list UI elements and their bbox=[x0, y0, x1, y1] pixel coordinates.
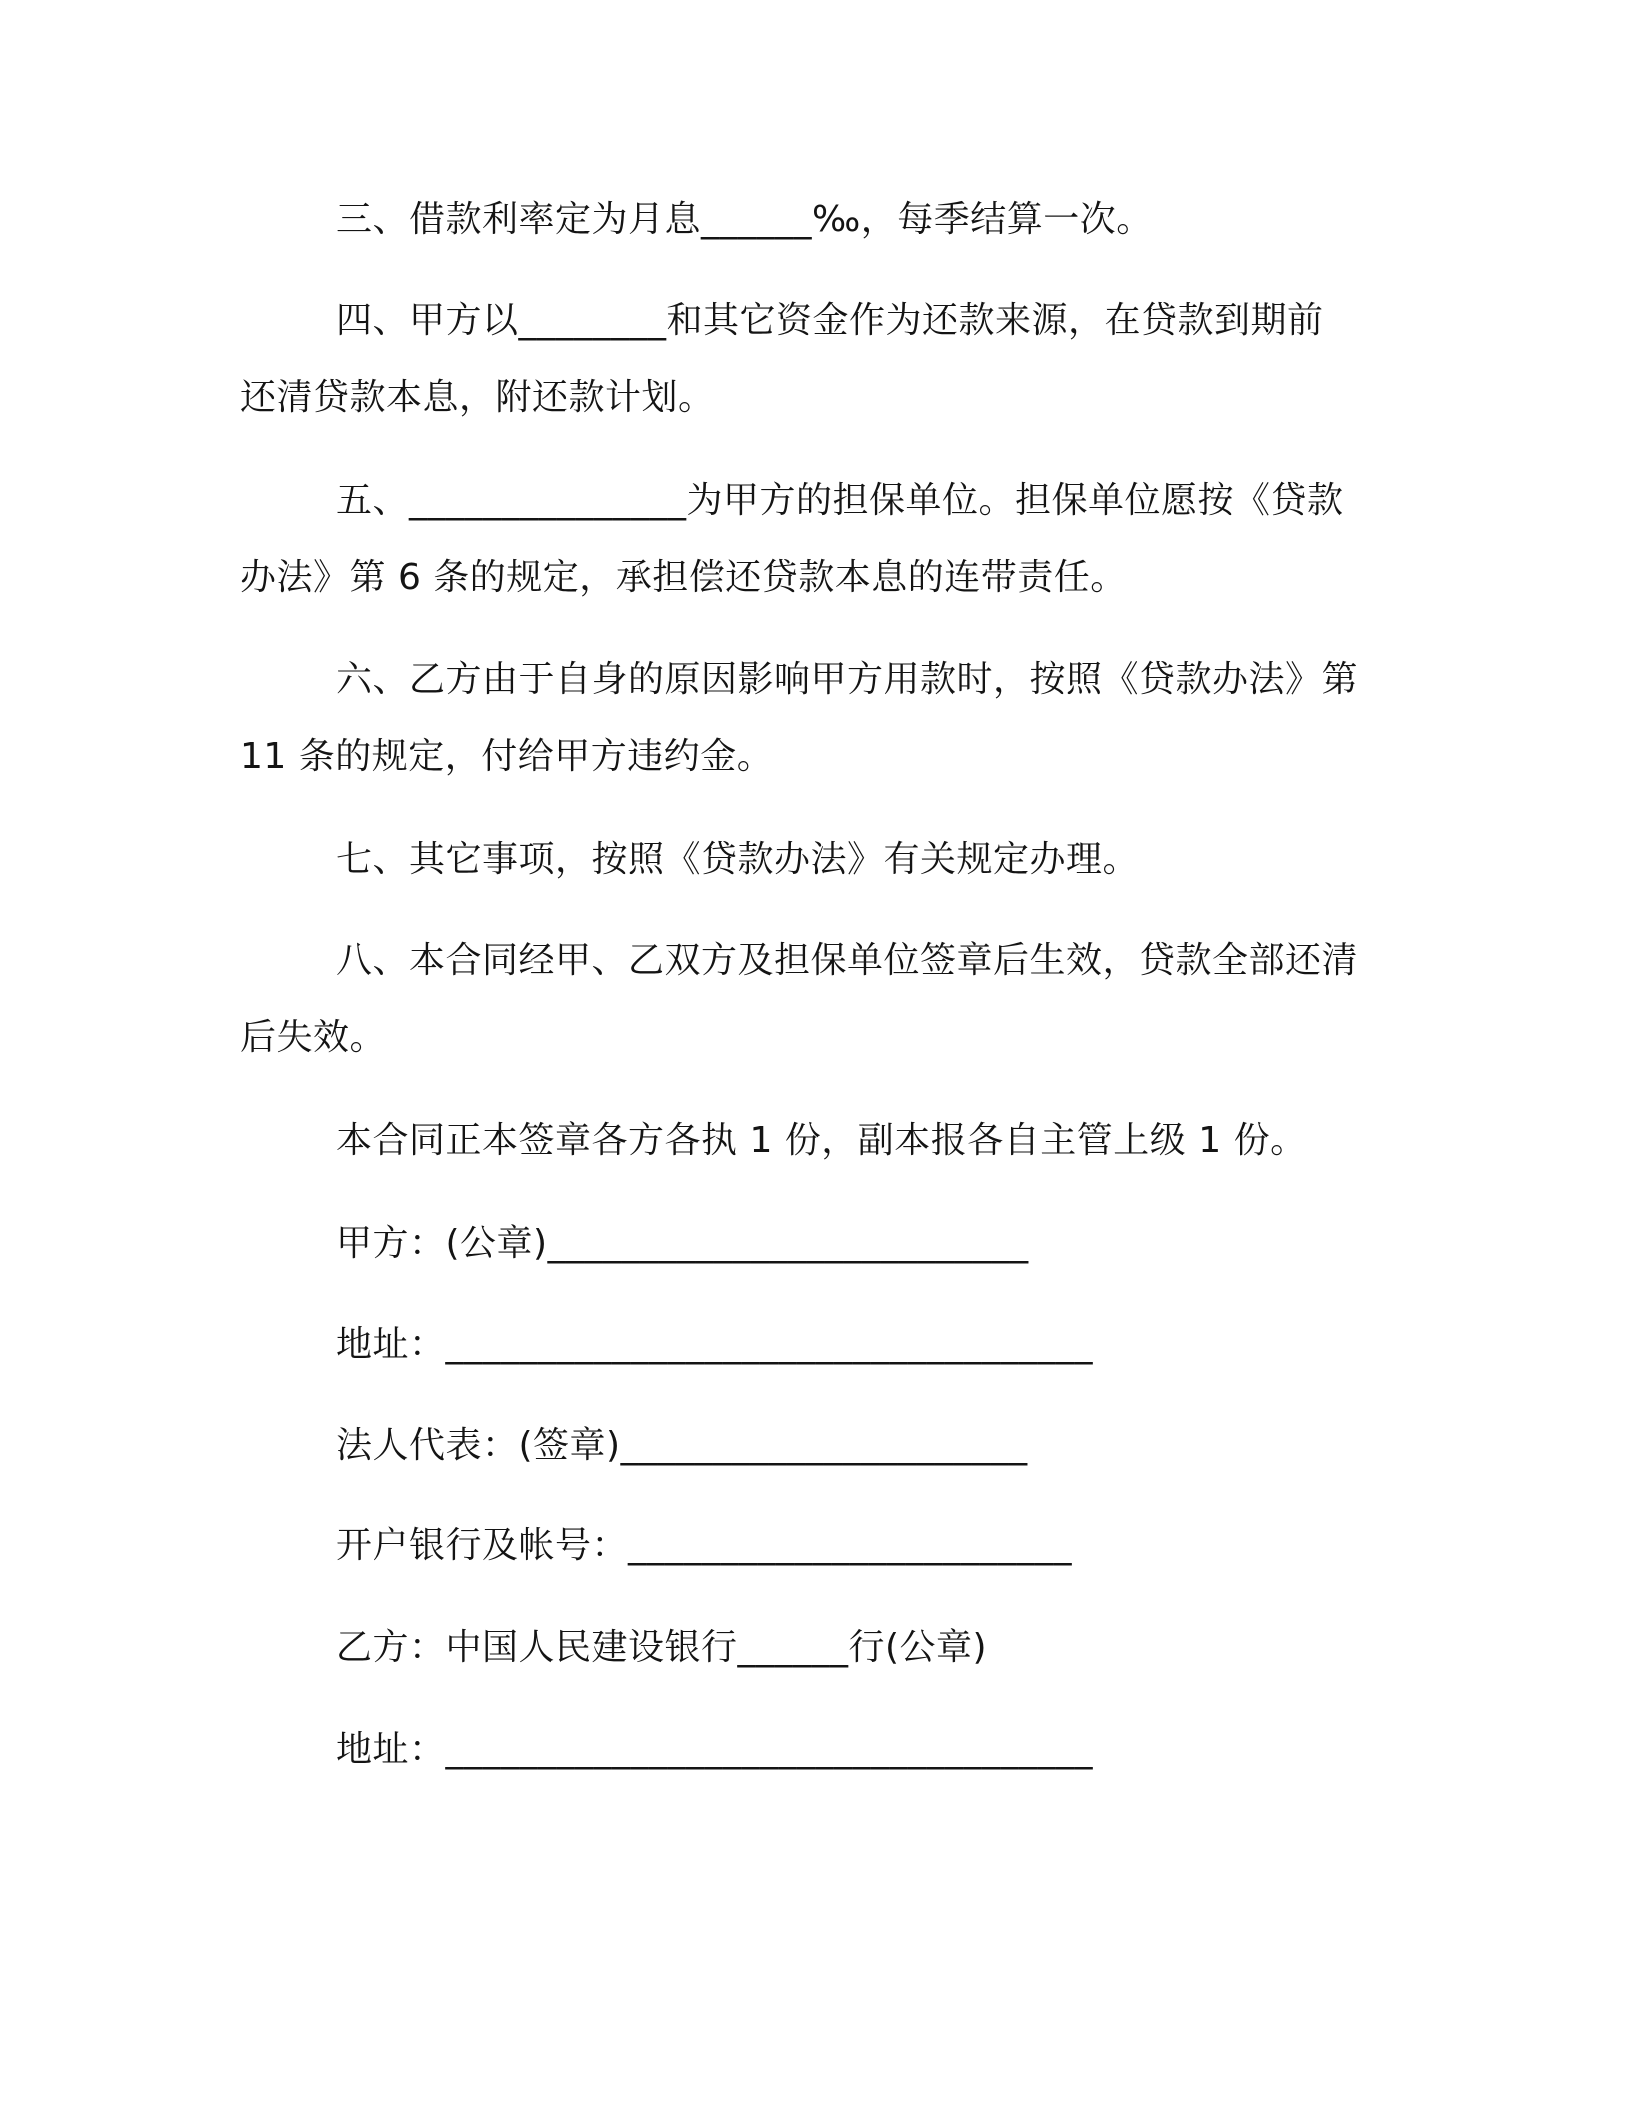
clause-7-line-1: 七、其它事项，按照《贷款办法》有关规定办理。 bbox=[336, 839, 1140, 880]
clause-4-line-2: 还清贷款本息，附还款计划。 bbox=[240, 377, 715, 418]
clause-6-line-1: 六、乙方由于自身的原因影响甲方用款时，按照《贷款办法》第 bbox=[336, 659, 1359, 700]
clause-3-line-1: 三、借款利率定为月息______‰，每季结算一次。 bbox=[336, 199, 1153, 240]
clause-6-line-2: 11 条的规定，付给甲方违约金。 bbox=[240, 736, 774, 777]
clause-8-line-1: 八、本合同经甲、乙双方及担保单位签章后生效，贷款全部还清 bbox=[336, 940, 1359, 981]
clause-5-line-2: 办法》第 6 条的规定，承担偿还贷款本息的连带责任。 bbox=[240, 557, 1127, 598]
clause-8-line-2: 后失效。 bbox=[240, 1017, 387, 1058]
party-b-seal-line: 乙方：中国人民建设银行______行(公章) bbox=[336, 1627, 988, 1668]
party-a-address-line: 地址：___________________________________ bbox=[336, 1324, 1094, 1365]
bank-account-line: 开户银行及帐号：________________________ bbox=[336, 1525, 1073, 1566]
clause-5-line-1: 五、_______________为甲方的担保单位。担保单位愿按《贷款 bbox=[336, 480, 1344, 521]
party-b-address-line: 地址：___________________________________ bbox=[336, 1729, 1094, 1770]
clause-4-line-1: 四、甲方以________和其它资金作为还款来源，在贷款到期前 bbox=[336, 300, 1324, 341]
legal-representative-line: 法人代表：(签章)______________________ bbox=[336, 1425, 1028, 1466]
copies-note: 本合同正本签章各方各执 1 份，副本报各自主管上级 1 份。 bbox=[336, 1120, 1307, 1161]
party-a-seal-line: 甲方：(公章)__________________________ bbox=[336, 1223, 1029, 1264]
